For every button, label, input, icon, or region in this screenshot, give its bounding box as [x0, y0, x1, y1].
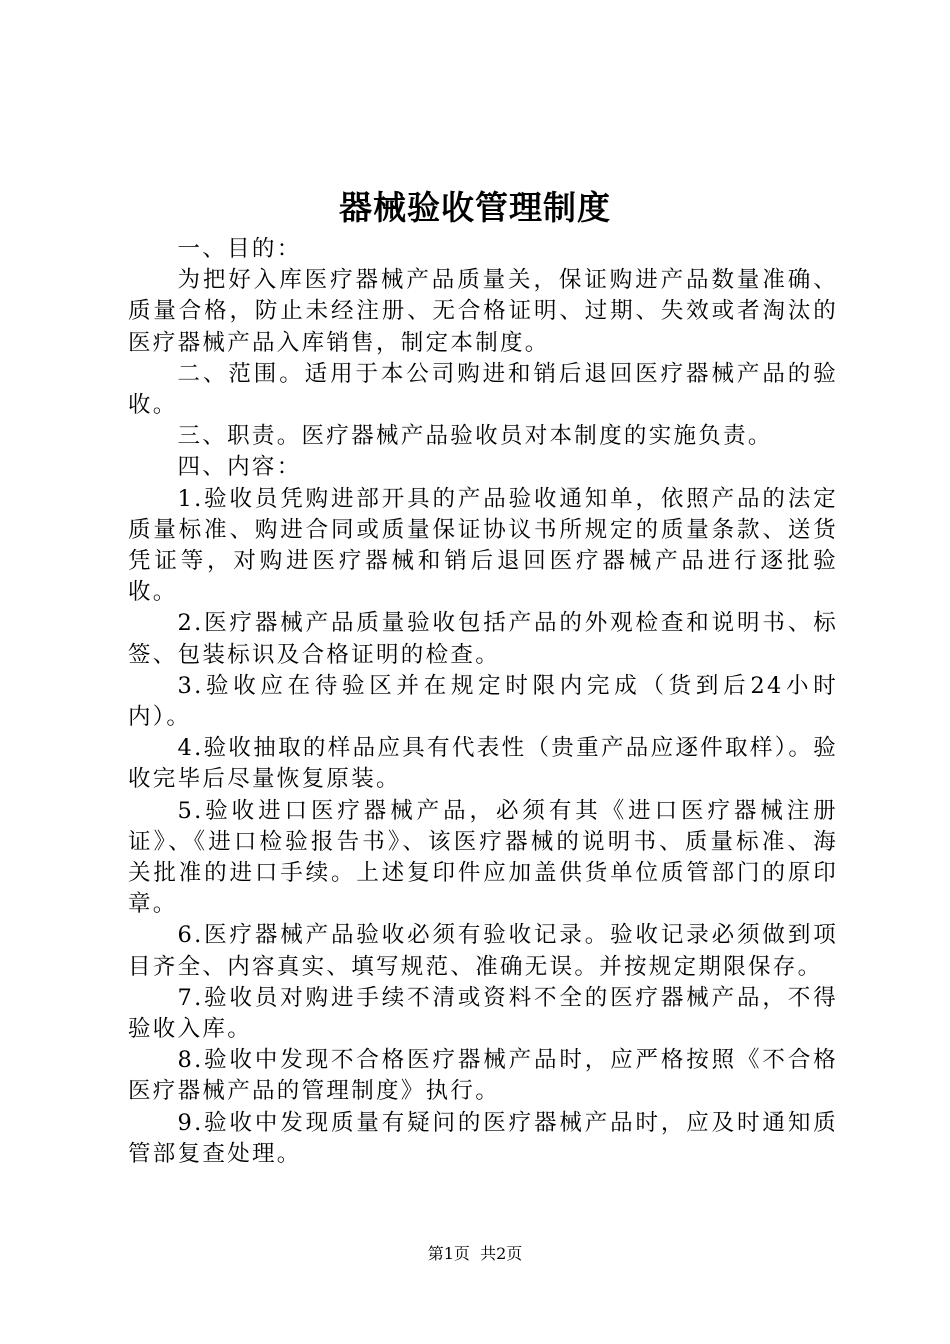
section-content-heading: 四、内容：	[177, 454, 302, 481]
document-body	[128, 234, 838, 1170]
section-responsibility: 三、职责。医疗器械产品验收员对本制度的实施负责。	[177, 423, 773, 450]
content-item-9: 9.验收中发现质量有疑问的医疗器械产品时，应及时通知质管部复查处理。	[128, 1109, 838, 1167]
content-item-4: 4.验收抽取的样品应具有代表性（贵重产品应逐件取样）。验收完毕后尽量恢复原装。	[128, 735, 838, 793]
page-footer	[0, 1242, 950, 1266]
page-number: 第1页 共2页	[427, 1244, 523, 1263]
content-item-3: 3.验收应在待验区并在规定时限内完成（货到后24小时内）。	[128, 672, 838, 731]
content-item-8: 8.验收中发现不合格医疗器械产品时，应严格按照《不合格医疗器械产品的管理制度》执行。	[128, 1047, 838, 1105]
content-item-6: 6.医疗器械产品验收必须有验收记录。验收记录必须做到项目齐全、内容真实、填写规范、准确无误。并按规定期限保存。	[128, 922, 838, 980]
content-item-1: 1.验收员凭购进部开具的产品验收通知单，依照产品的法定质量标准、购进合同或质量保证协议书所规定的质量条款、送货凭证等，对购进医疗器械和销后退回医疗器械产品进行逐批验收。	[128, 485, 838, 606]
document-title: 器械验收管理制度	[339, 188, 611, 227]
section-purpose-heading: 一、目的：	[177, 236, 302, 262]
purpose-paragraph: 为把好入库医疗器械产品质量关，保证购进产品数量准确、质量合格，防止未经注册、无合格证明、过期、失效或者淘汰的医疗器械产品入库销售，制定本制度。	[128, 267, 838, 356]
content-item-2: 2.医疗器械产品质量验收包括产品的外观检查和说明书、标签、包装标识及合格证明的检查。	[128, 610, 838, 668]
content-item-7: 7.验收员对购进手续不清或资料不全的医疗器械产品，不得验收入库。	[128, 984, 838, 1043]
section-scope: 二、范围。适用于本公司购进和销后退回医疗器械产品的验收。	[128, 360, 838, 419]
content-item-5: 5.验收进口医疗器械产品，必须有其《进口医疗器械注册证》、《进口检验报告书》、该医疗器械的说明书、质量标准、海关批准的进口手续。上述复印件应加盖供货单位质管部门的原印章。	[128, 797, 838, 918]
